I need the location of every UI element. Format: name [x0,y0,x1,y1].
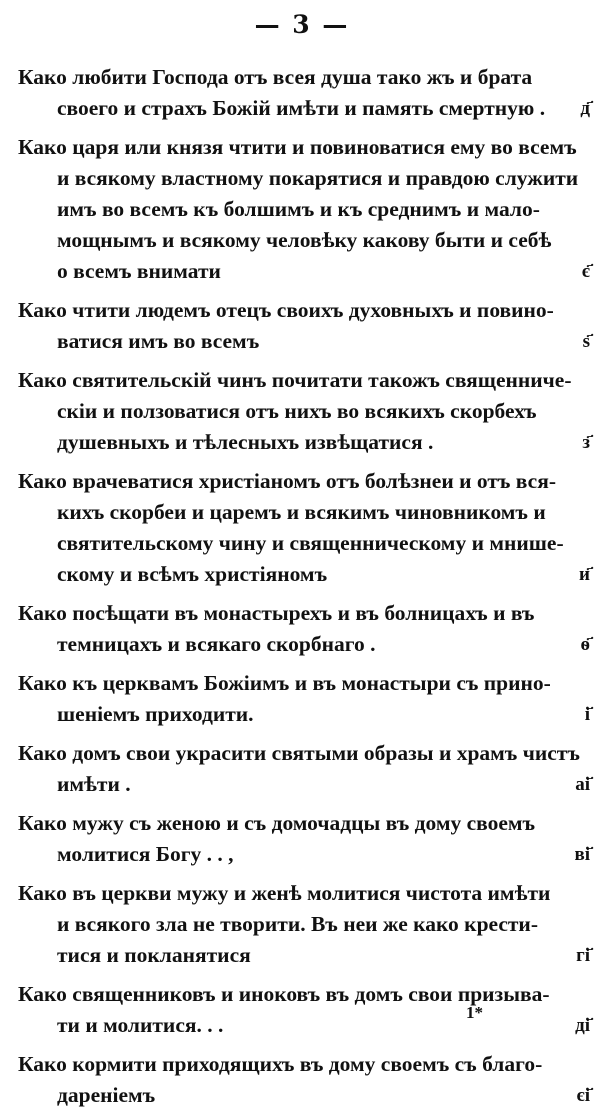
toc-entry-number: є҃ [581,261,590,282]
toc-entry-line: святительскому чину и священническому и мнише- [57,531,564,555]
toc-entry-line: дареніемъ [57,1083,156,1107]
toc-entry-line: Како врачеватися христіаномъ отъ болѣзнеи и отъ вся- [18,469,556,493]
toc-entry [18,878,590,971]
toc-entry [18,466,590,590]
toc-entry [18,365,590,458]
toc-entry-number: гі҃ [576,945,590,966]
toc-entry [18,738,590,800]
toc-entry-line: кихъ скорбеи и царемъ и всякимъ чиновникомъ и [57,500,546,524]
page-number: — 3 — [254,10,350,39]
toc-entry-line: своего и страхъ Божій имѣти и память смертную . [57,96,546,120]
toc-entry-line: Како въ церкви мужу и женѣ молитися чистота имѣти [18,881,551,905]
toc-entry-number: и҃ [579,564,590,585]
toc-entry-line: Како кормити приходящихъ въ дому своемъ съ благо- [18,1052,543,1076]
signature-mark: 1* [466,1003,483,1022]
toc-entry-line: молитися Богу . . , [57,842,234,866]
toc-entry-line: скому и всѣмъ христіяномъ [57,562,328,586]
toc-entry-number: ѳ҃ [580,634,590,655]
toc-entry-line: Како мужу съ женою и съ домочадцы въ дому своемъ [18,811,536,835]
toc-entry-line: ватися имъ во всемъ [57,329,260,353]
toc-entry-line: и всякому властному покарятися и правдою служити [57,166,579,190]
toc-entry-line: ти и молитися. . . [57,1013,224,1037]
toc-entry-line: скіи и ползоватися отъ нихъ во всякихъ скорбехъ [57,399,537,423]
toc-entry-number: д҃ [580,98,590,119]
toc-entry [18,1049,590,1111]
toc-entry-number: аі҃ [575,774,590,795]
toc-entry-line: душевныхъ и тѣлесныхъ извѣщатися . [57,430,434,454]
toc-entry [18,62,590,124]
toc-entry-line: о всемъ внимати [57,259,221,283]
toc-entry-line: Како царя или князя чтити и повиноватися ему во всемъ [18,135,577,159]
toc-entry-number: ді҃ [575,1015,590,1036]
toc-entry [18,598,590,660]
toc-entry-line: тися и покланятися [57,943,251,967]
toc-entry-line: Како посѣщати въ монастырехъ и въ болницахъ и въ [18,601,535,625]
toc-entry [18,979,590,1041]
toc-entry-number: з҃ [582,432,590,453]
toc-entry-number: і҃ [584,704,590,725]
toc-entry-number: єі҃ [576,1085,590,1106]
toc-entry-line: Како святительскій чинъ почитати такожъ священниче- [18,368,572,392]
toc-entry-line: имъ во всемъ къ болшимъ и къ среднимъ и мало- [57,197,540,221]
toc-entry-line: Како къ церквамъ Божіимъ и въ монастыри съ прино- [18,671,551,695]
toc-entry-number: ѕ҃ [582,331,590,352]
toc-entry-line: и всякого зла не творити. Въ неи же како крести- [57,912,538,936]
toc-entry-line: темницахъ и всякаго скорбнаго . [57,632,376,656]
toc-entry [18,808,590,870]
toc-entry [18,132,590,287]
toc-entry-line: Како домъ свои украсити святыми образы и храмъ чистъ [18,741,580,765]
toc-entry [18,668,590,730]
toc-entry-line: шеніемъ приходити. [57,702,254,726]
toc-entry-line: мощнымъ и всякому человѣку какову быти и себѣ [57,228,552,252]
toc-entry-line: имѣти . [57,772,131,796]
toc-entry-line: Како чтити людемъ отецъ своихъ духовныхъ и повино- [18,298,554,322]
toc-entry-number: ві҃ [574,844,590,865]
toc-entry-line: Како любити Господа отъ всея душа тако жъ и брата [18,65,533,89]
toc-entry-line: Како священниковъ и иноковъ въ домъ свои призыва- [18,982,550,1006]
table-of-contents [18,62,590,1119]
toc-entry [18,295,590,357]
